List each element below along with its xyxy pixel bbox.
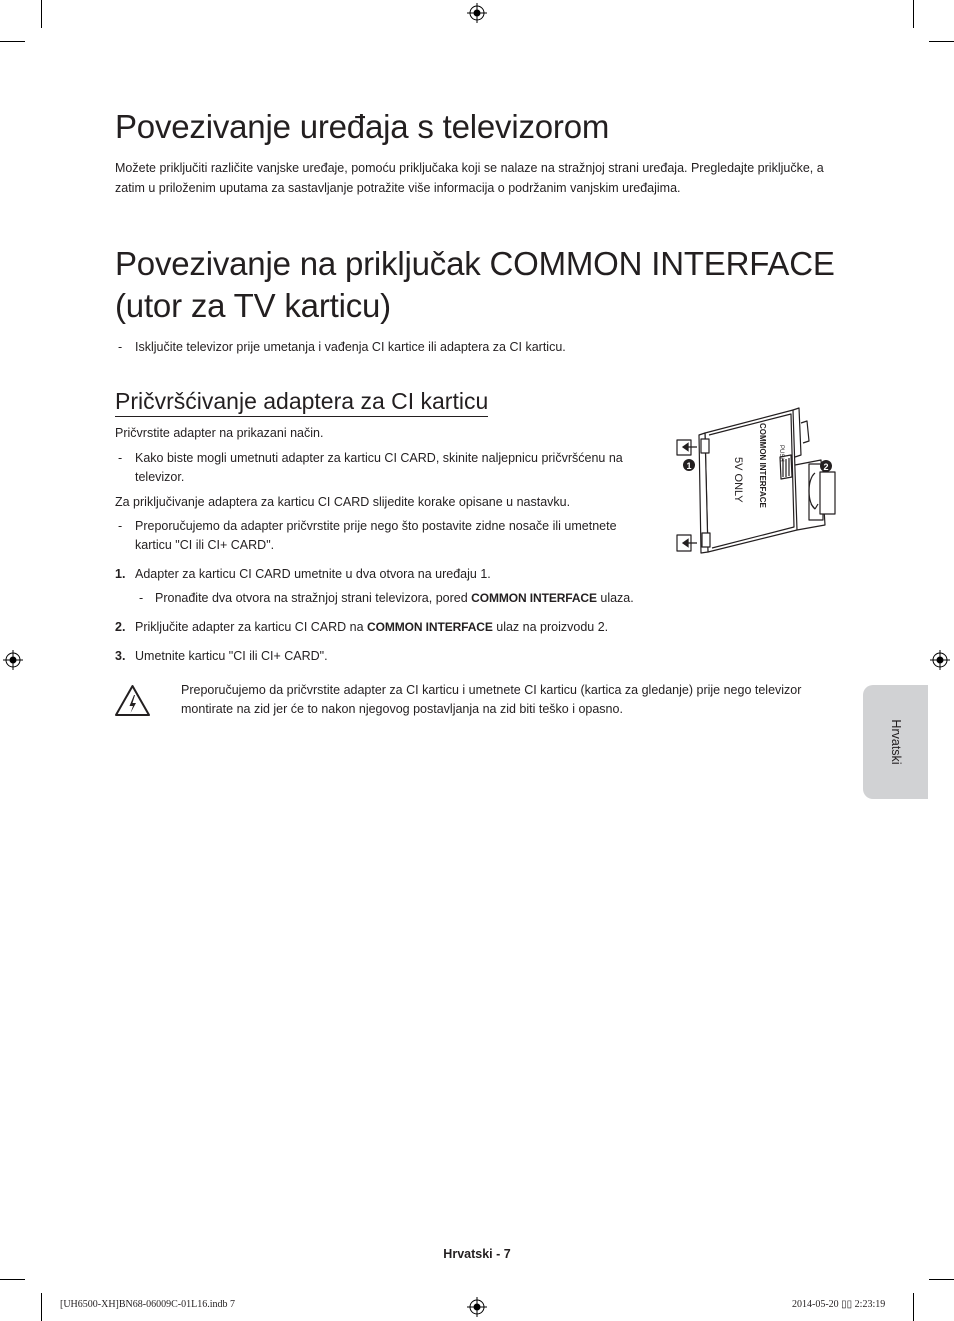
subsection-para2: Za priključivanje adaptera za karticu CI CARD slijedite korake opisane u nastavku. <box>115 495 571 509</box>
marker-2: 2 <box>823 462 829 472</box>
warning-line1: Preporučujemo da pričvrstite adapter za CI karticu i umetnete CI karticu (kartica za gledanje) prije nego televizor <box>181 683 802 697</box>
registration-mark-icon <box>930 650 950 670</box>
port-name: COMMON INTERFACE <box>367 620 493 634</box>
bullet-dash: - <box>118 451 123 465</box>
step-1-sub: Pronađite dva otvora na stražnjoj strani televizora, pored COMMON INTERFACE ulaza. <box>155 591 634 605</box>
step-2-text: Priključite adapter za karticu CI CARD na COMMON INTERFACE ulaz na proizvodu 2. <box>135 620 609 634</box>
bullet-dash: - <box>118 519 123 533</box>
section-title-line2: (utor za TV karticu) <box>115 287 391 324</box>
crop-mark <box>0 1279 25 1280</box>
registration-mark-icon <box>3 650 23 670</box>
diagram-ci-label: COMMON INTERFACE <box>758 423 767 508</box>
crop-mark <box>929 1279 954 1280</box>
diagram-5v-label: 5V ONLY <box>732 457 744 503</box>
crop-mark <box>41 0 42 28</box>
marker-1: 1 <box>686 461 692 471</box>
crop-mark <box>929 41 954 42</box>
port-name: COMMON INTERFACE <box>471 591 597 605</box>
print-info-right: 2014-05-20 ▯▯ 2:23:19 <box>792 1299 886 1310</box>
crop-mark <box>913 0 914 28</box>
step-number: 1. <box>115 567 126 581</box>
crop-mark <box>913 1293 914 1321</box>
subsection-note1-line2: televizor. <box>135 470 185 484</box>
crop-mark <box>41 1293 42 1321</box>
section-title-line1: Povezivanje na priključak COMMON INTERFACE <box>115 245 835 282</box>
side-tab-label: Hrvatski <box>888 719 903 765</box>
step-3-text: Umetnite karticu "CI ili CI+ CARD". <box>135 649 328 663</box>
step-1-text: Adapter za karticu CI CARD umetnite u dva otvora na uređaju 1. <box>135 567 491 581</box>
language-side-tab <box>863 685 928 799</box>
subsection-title: Pričvršćivanje adaptera za CI karticu <box>115 387 488 417</box>
diagram-push-label: PUSH <box>778 445 784 462</box>
crop-mark <box>0 41 25 42</box>
page-title: Povezivanje uređaja s televizorom <box>115 108 610 145</box>
subsection-note1-line1: Kako biste mogli umetnuti adapter za karticu CI CARD, skinite naljepnicu pričvršćenu na <box>135 451 623 465</box>
page-footer: Hrvatski - 7 <box>443 1247 511 1261</box>
warning-icon <box>114 684 151 718</box>
intro-paragraph: Možete priključiti različite vanjske uređaje, pomoću priključaka koji se nalaze na stražnjoj strani uređaja. Pregledajte priključke, a zatim u priloženim uputama za sastavljanje potražite više informacija o podržanim vanjskim uređajima. <box>115 161 824 195</box>
bullet-dash: - <box>118 340 123 354</box>
registration-mark-icon <box>467 3 487 23</box>
subsection-note2-line2: karticu "CI ili CI+ CARD". <box>135 538 275 552</box>
ci-adapter-diagram <box>675 405 840 557</box>
step-number: 3. <box>115 649 126 663</box>
subsection-para1: Pričvrstite adapter na prikazani način. <box>115 426 324 440</box>
bullet-dash: - <box>139 591 144 605</box>
registration-mark-icon <box>467 1297 487 1317</box>
step-number: 2. <box>115 620 126 634</box>
section-note: Isključite televizor prije umetanja i vađenja CI kartice ili adaptera za CI karticu. <box>135 340 566 354</box>
print-info-left: [UH6500-XH]BN68-06009C-01L16.indb 7 <box>60 1299 235 1310</box>
warning-line2: montirate na zid jer će to nakon njegovog postavljanja na zid biti teško i opasno. <box>181 702 623 716</box>
subsection-note2-line1: Preporučujemo da adapter pričvrstite prije nego što postavite zidne nosače ili umetnete <box>135 519 617 533</box>
